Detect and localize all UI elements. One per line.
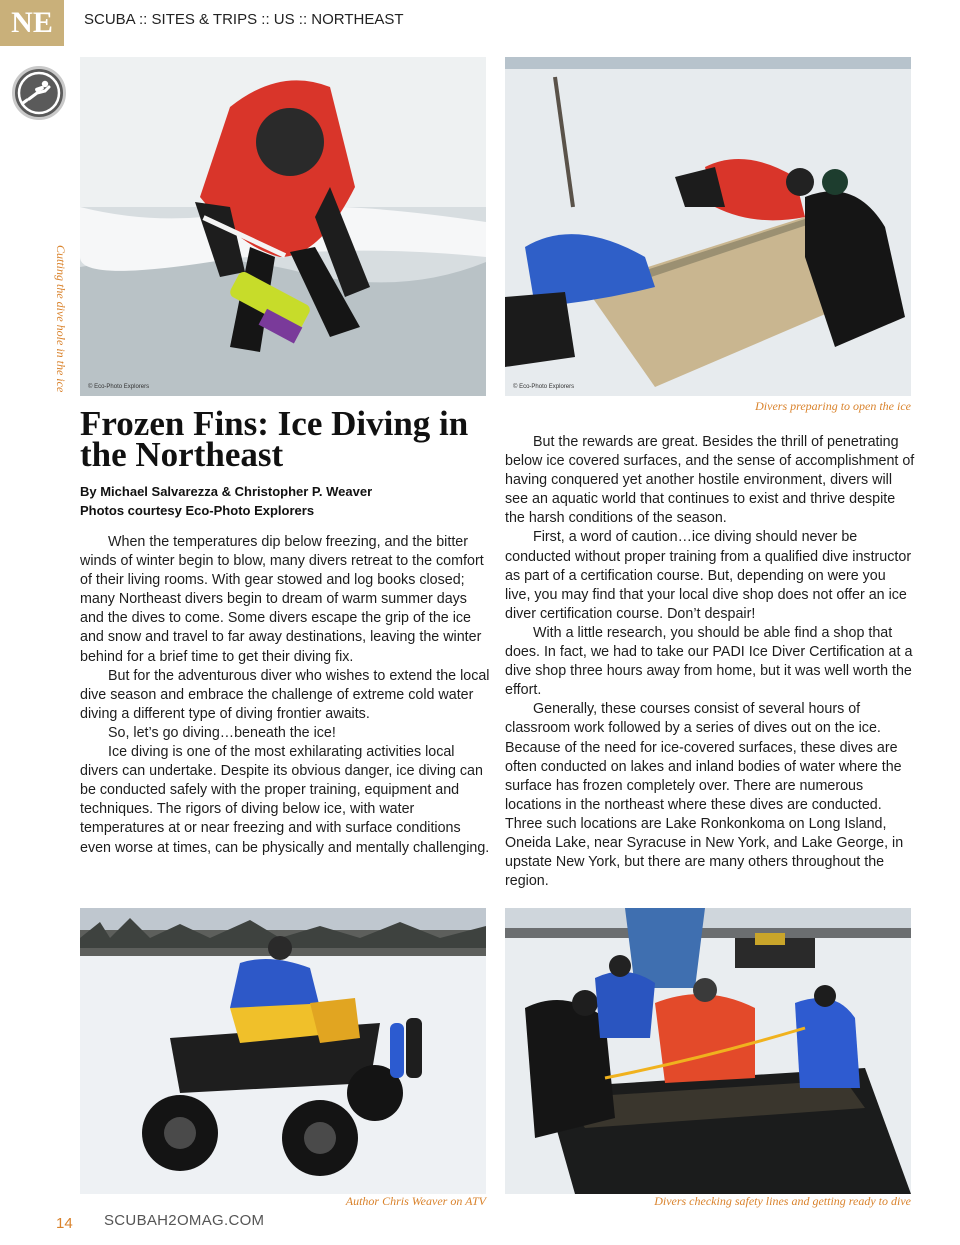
article-column-right <box>505 433 915 891</box>
photo-caption: Author Chris Weaver on ATV <box>345 1194 486 1208</box>
photo-credit: © Eco-Photo Explorers <box>513 384 575 390</box>
photo-safety-lines <box>505 908 911 1194</box>
scuba-diver-icon <box>12 66 66 120</box>
site-link[interactable]: SCUBAH2OMAG.COM <box>104 1212 265 1229</box>
photo-caption: Divers checking safety lines and getting ready to dive <box>654 1194 911 1208</box>
page-number: 14 <box>56 1215 73 1232</box>
photo-caption: Divers preparing to open the ice <box>755 399 911 413</box>
photo-atv <box>80 908 486 1194</box>
paragraph: With a little research, you should be able find a shop that does. In fact, we had to take our PADI Ice Diver Certification at a dive shop three hours away from home, but it was well worth the effort. <box>505 624 913 699</box>
paragraph: Ice diving is one of the most exhilarating activities local divers can undertake. Despite its obvious danger, ice diving can be conducted safely with the proper training, equipment and techniques. The rigors of diving below ice, with water temperatures at or near freezing and with surface conditions even worse at times, can be physically and mentally challenging. <box>80 744 490 856</box>
author-line: By Michael Salvarezza & Christopher P. Weaver <box>80 484 373 499</box>
breadcrumb[interactable]: SCUBA :: SITES & TRIPS :: US :: NORTHEAST <box>84 11 404 28</box>
paragraph: But for the adventurous diver who wishes to extend the local dive season and embrace the challenge of extreme cold water diving a different type of diving frontier awaits. <box>80 667 490 722</box>
article-column-left <box>80 533 490 858</box>
paragraph: When the temperatures dip below freezing, and the bitter winds of winter begin to blow, many divers retreat to the comfort of their living rooms. With gear stowed and log books closed; many Northeast divers begin to dream of warm summer days and the dives to come. Some divers escape the grip of the ice and snow and travel to far away destinations, leaving the winter behind for a brief time to get their diving fix. <box>80 534 484 665</box>
byline <box>80 482 500 520</box>
photo-credit-line: Photos courtesy Eco-Photo Explorers <box>80 503 315 518</box>
photo-cutting-hole <box>80 57 486 396</box>
photo-caption: Cutting the dive hole in the ice <box>54 245 68 393</box>
section-badge: NE <box>0 0 64 46</box>
article-title: Frozen Fins: Ice Diving in the Northeast <box>80 404 469 474</box>
photo-credit: © Eco-Photo Explorers <box>88 384 150 390</box>
paragraph: Generally, these courses consist of several hours of classroom work followed by a series of dives out on the ice. Because of the need for ice-covered surfaces, these dives are often conducted on lakes and inland bodies of water where the surface has frozen completely over. There are numerous locations in the northeast where these dives are conducted. Three such locations are Lake Ronkonkoma on Long Island, Oneida Lake, near Syracuse in New York, and Lake George, in upstate New York, but there are many others throughout the region. <box>505 701 904 890</box>
paragraph: First, a word of caution…ice diving should never be conducted without proper training from a qualified dive instructor as part of a certification course. But, depending on were you live, you may find that your local dive shop does not offer an ice diver certification course. Don’t despair! <box>505 529 912 622</box>
photo-opening-ice <box>505 57 911 396</box>
paragraph: But the rewards are great. Besides the thrill of penetrating below ice covered surfaces, and the sense of accomplishment of having conquered yet another hostile environment, divers will see an aquatic world that continues to exist and thrive despite the harsh conditions of the season. <box>505 434 915 527</box>
paragraph: So, let’s go diving…beneath the ice! <box>108 724 336 741</box>
